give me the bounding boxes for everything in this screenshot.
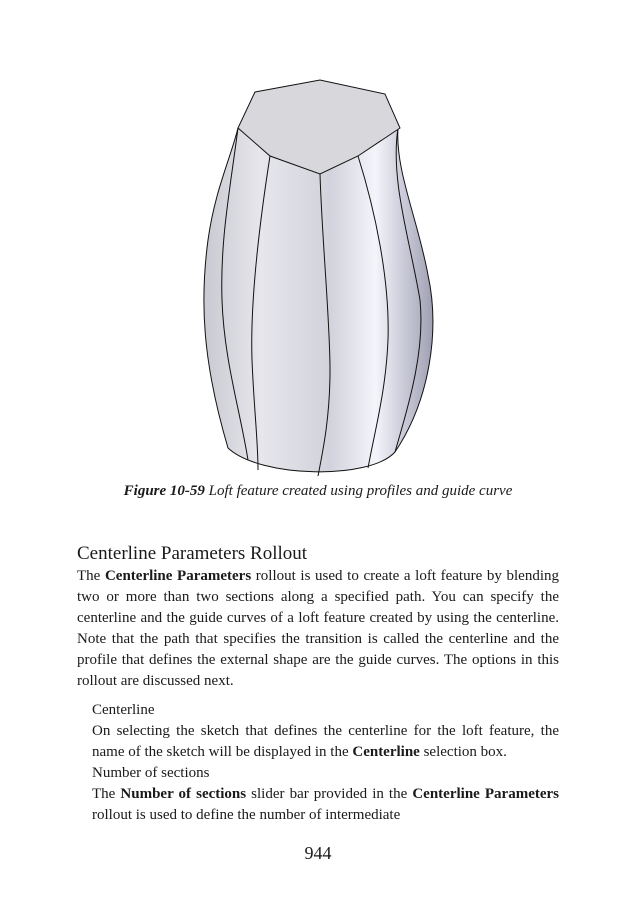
sections-text: The: [92, 786, 121, 802]
para-text: rollout is used to create a loft feature by blending two or more than two sections along a specified path. You can specify the centerline and the guide curves of a loft feature created by using the centerline. Note that the path that specifies the transition is called the centerline and the profile that defines the external shape are the guide curves. The options in this rollout are discussed next.: [77, 568, 559, 689]
centerline-text: selection box.: [419, 744, 507, 760]
para-text: The: [77, 568, 105, 584]
figure-label: Figure 10-59: [123, 483, 205, 499]
figure-text: Loft feature created using profiles and guide curve: [208, 483, 513, 499]
sections-text: rollout is used to define the number of intermediate: [92, 807, 401, 823]
centerline-description: [92, 721, 559, 763]
sections-bold-term: Centerline Parameters: [412, 786, 560, 802]
para-bold-term: Centerline Parameters: [104, 568, 252, 584]
sections-bold-term: Number of sections: [120, 786, 247, 802]
figure-caption: [0, 483, 636, 500]
section-heading: Centerline Parameters Rollout: [77, 543, 308, 564]
section-paragraph: [77, 566, 559, 692]
centerline-bold-term: Centerline: [352, 744, 420, 760]
centerline-text: On selecting the sketch that defines the centerline for the loft feature, the name of the sketch will be displayed in the: [92, 723, 559, 760]
sections-text: slider bar provided in the: [246, 786, 413, 802]
sections-title: Number of sections: [92, 765, 210, 781]
loft-feature-figure: [190, 70, 450, 480]
sections-description: [92, 784, 559, 826]
centerline-title: Centerline: [92, 702, 155, 718]
page-number: 944: [304, 843, 332, 863]
